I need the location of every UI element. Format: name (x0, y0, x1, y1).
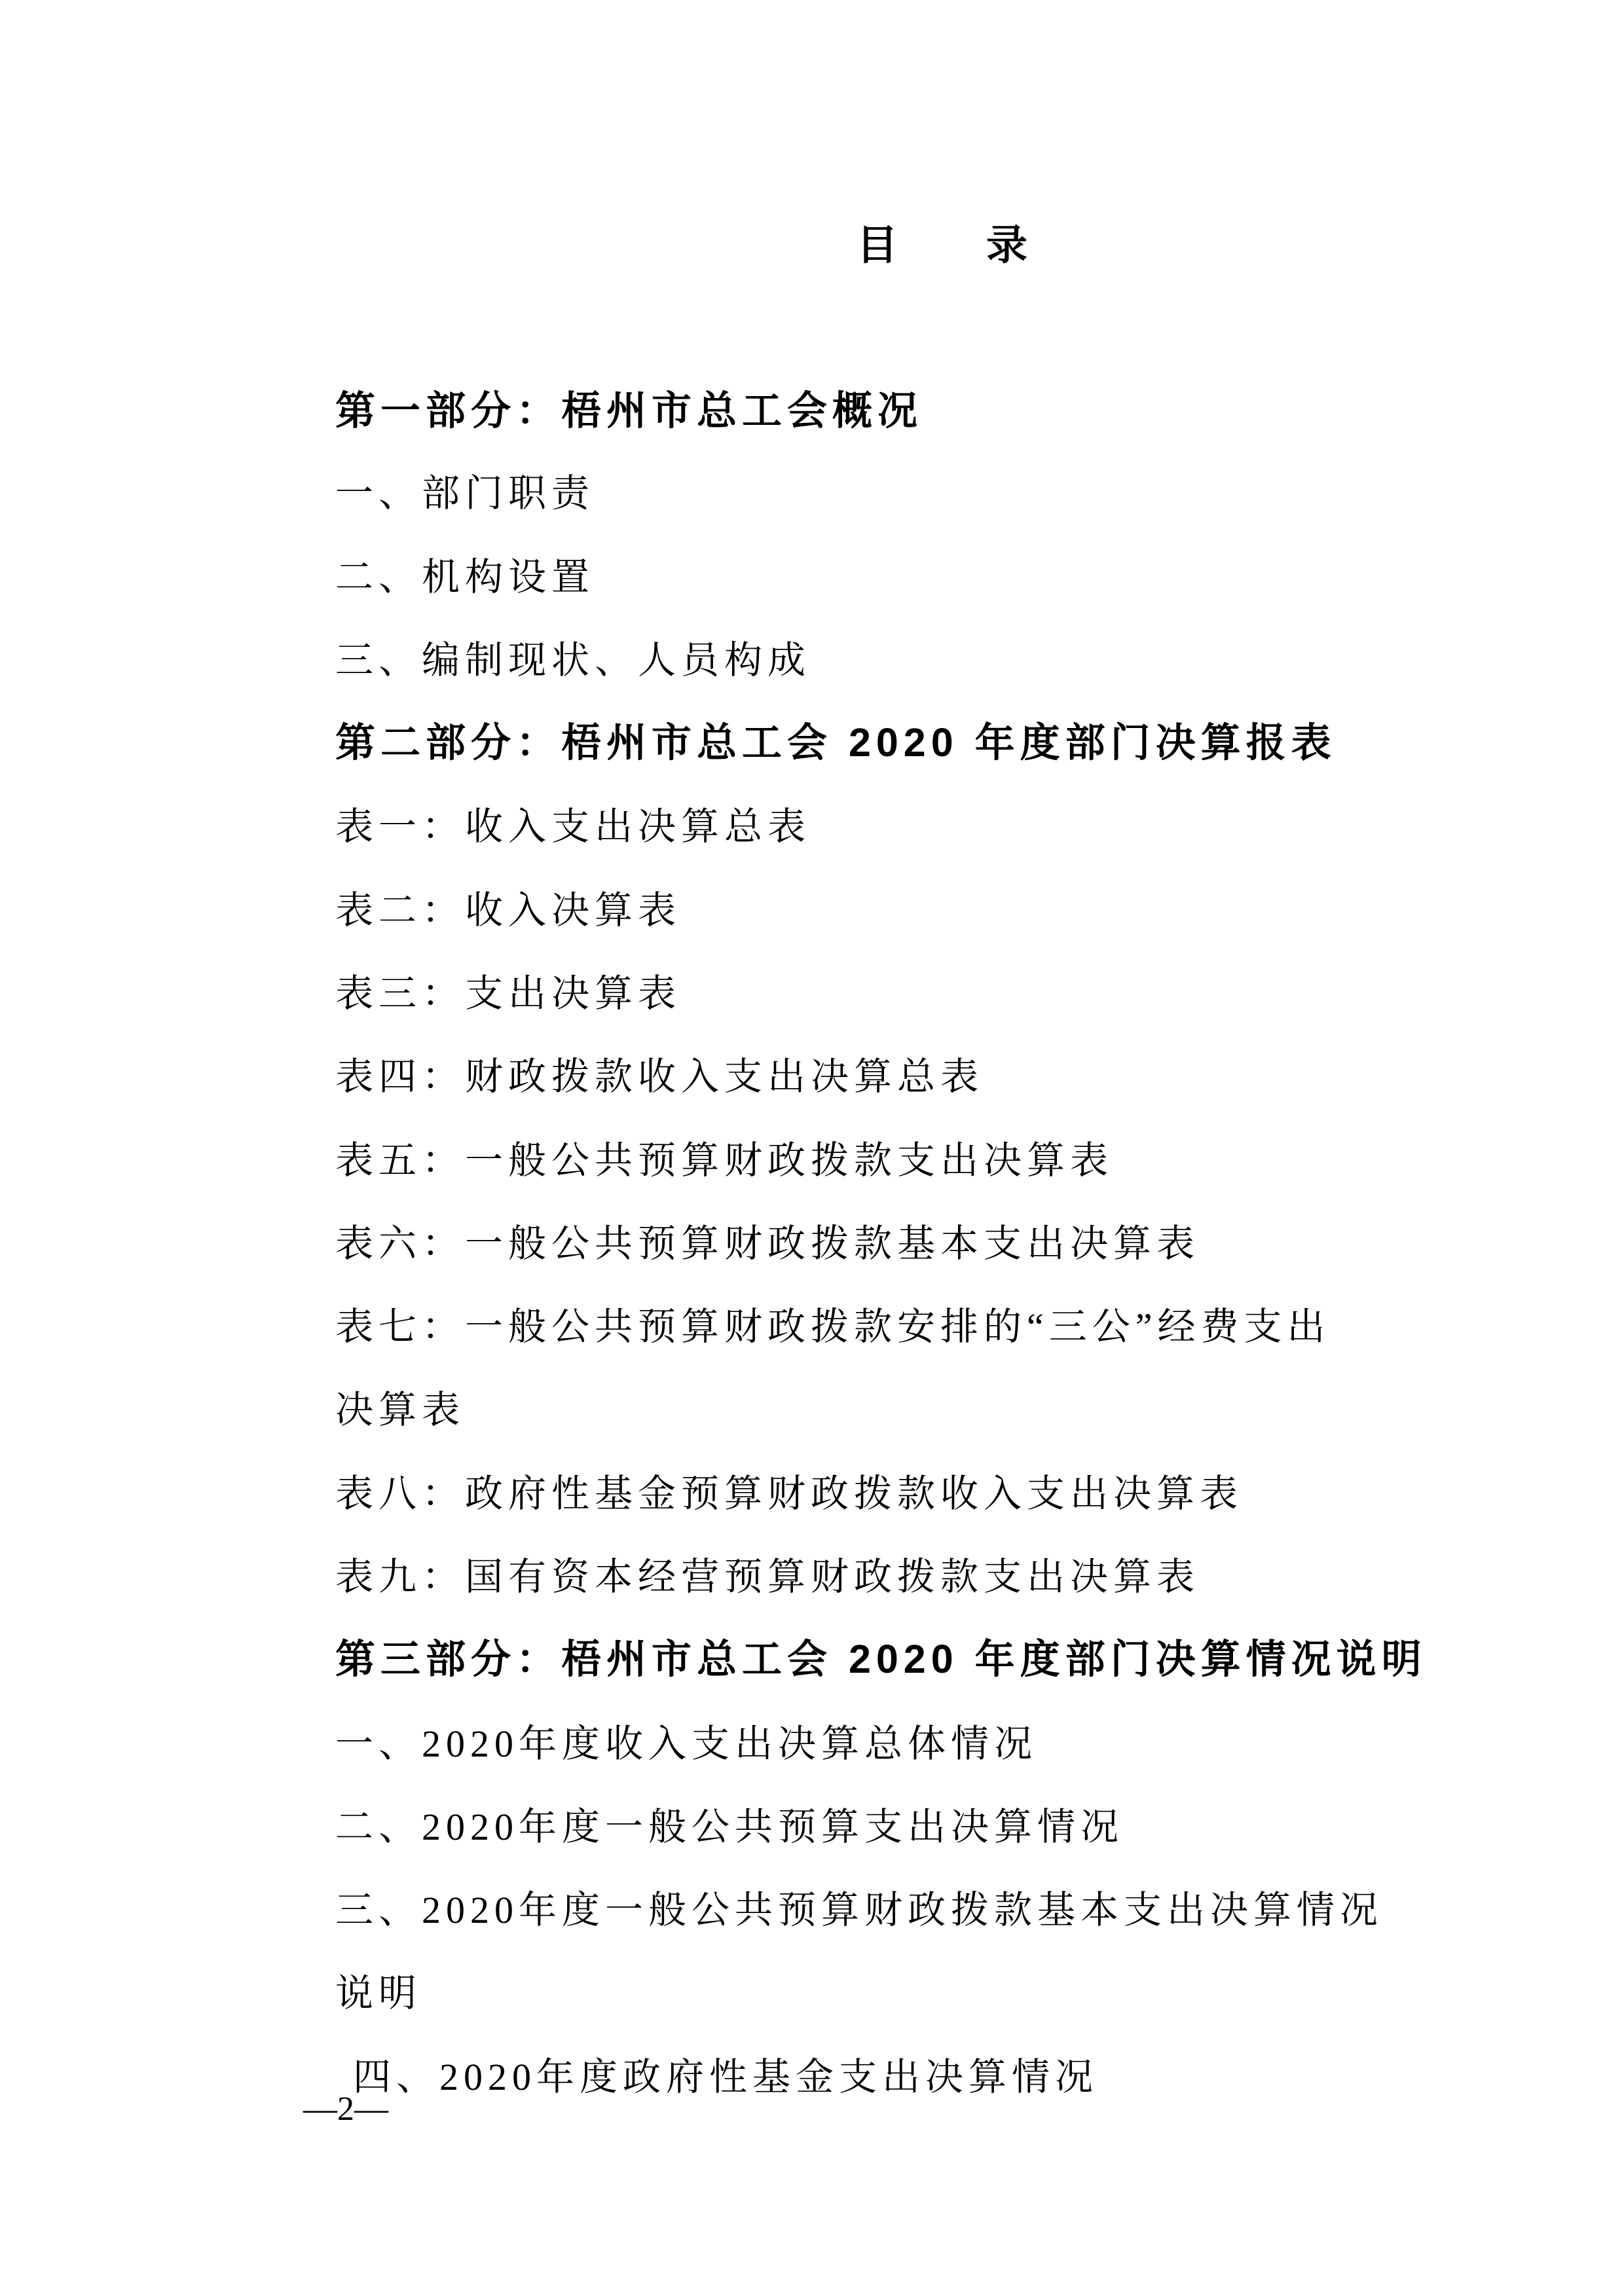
toc-item: 表五：一般公共预算财政拨款支出决算表 (335, 1139, 1114, 1182)
toc-item-continuation: 说明 (335, 1972, 422, 2014)
toc-item: 表六：一般公共预算财政拨款基本支出决算表 (335, 1222, 1200, 1265)
toc-item: 表八：政府性基金预算财政拨款收入支出决算表 (335, 1472, 1244, 1515)
toc-item: 表二：收入决算表 (335, 889, 682, 932)
toc-item: 表九：国有资本经营预算财政拨款支出决算表 (335, 1556, 1200, 1598)
toc-item: 一、部门职责 (335, 472, 595, 515)
page-title: 录 (986, 223, 1027, 268)
page-title: 目 (857, 223, 898, 268)
toc-item: 表一：收入支出决算总表 (335, 805, 811, 848)
toc-item: 二、2020年度一般公共预算支出决算情况 (335, 1806, 1124, 1848)
toc-item: 表七：一般公共预算财政拨款安排的“三公”经费支出 (335, 1305, 1331, 1348)
toc-item: 一、2020年度收入支出决算总体情况 (335, 1722, 1038, 1765)
page-number: —2— (303, 2090, 388, 2128)
toc-item: 二、机构设置 (335, 556, 595, 598)
toc-item-continuation: 决算表 (335, 1389, 466, 1431)
toc-heading-part-2: 第二部分：梧州市总工会 2020 年度部门决算报表 (335, 720, 1337, 765)
toc-item: 四、2020年度政府性基金支出决算情况 (353, 2056, 1099, 2098)
toc-item: 三、2020年度一般公共预算财政拨款基本支出决算情况 (335, 1889, 1384, 1931)
toc-item: 表四：财政拨款收入支出决算总表 (335, 1055, 984, 1098)
toc-item: 表三：支出决算表 (335, 972, 682, 1015)
toc-item: 三、编制现状、人员构成 (335, 639, 811, 682)
toc-heading-part-3: 第三部分：梧州市总工会 2020 年度部门决算情况说明 (335, 1637, 1427, 1681)
toc-heading-part-1: 第一部分：梧州市总工会概况 (335, 388, 923, 433)
